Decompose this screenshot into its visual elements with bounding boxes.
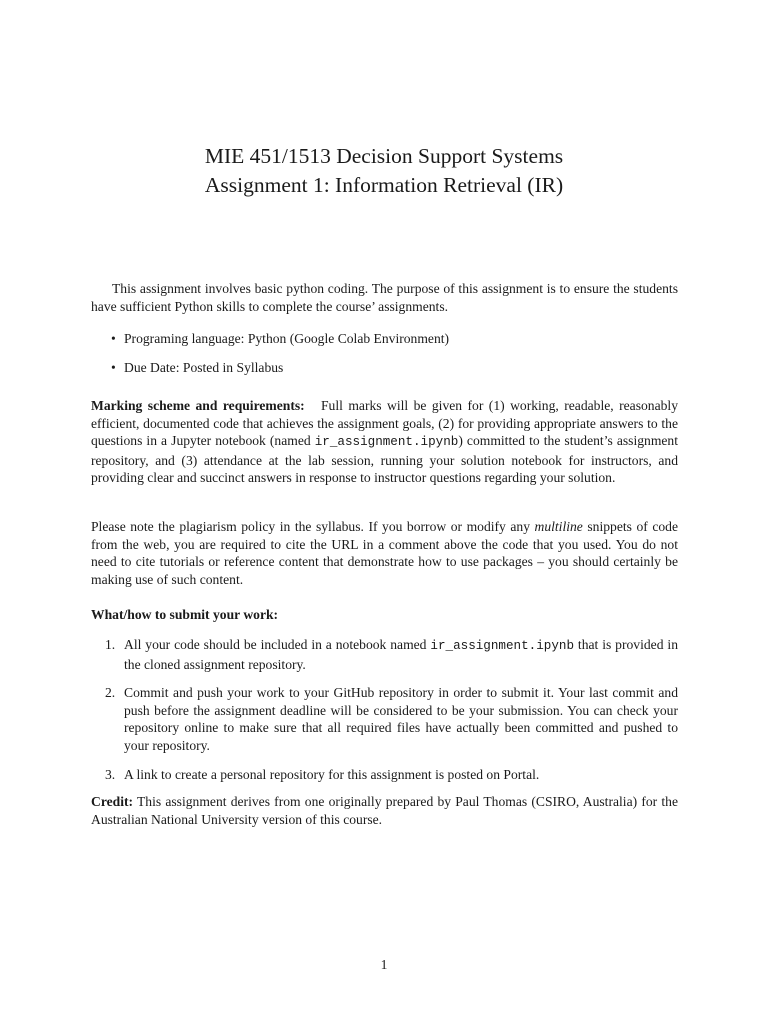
step-1-text-end: that is provided in the cloned assignment repository. [124, 637, 678, 672]
list-item [91, 766, 678, 784]
bullet-icon: • [111, 331, 116, 346]
list-item [91, 330, 678, 348]
plagiarism-paragraph [91, 518, 678, 588]
plagiarism-text-end: snippets of code from the web, you are required to cite the URL in a comment above the code that you used. You do not need to cite tutorials or reference content that demonstrate how to use packages – you should certainly be making use of such content. [91, 519, 678, 587]
step-1-filename: ir_assignment.ipynb [430, 639, 574, 653]
marking-text-start: Full marks will be given for (1) working, readable, reasonably efficient, documented code that achieves the assignment goals, (2) for providing appropriate answers to the questions in a Jupyter notebook (named [91, 398, 678, 449]
marking-text-end: ) committed to the student’s assignment repository, and (3) attendance at the lab session, running your solution notebook for instructors, and providing clear and succinct answers in response to instructor questions regarding your solution. [91, 433, 678, 486]
list-item [91, 684, 678, 754]
submit-steps [91, 636, 678, 794]
list-item [91, 636, 678, 673]
credit-paragraph [91, 793, 678, 828]
bullet-icon: • [111, 359, 116, 375]
assignment-title: Assignment 1: Information Retrieval (IR) [204, 173, 564, 197]
submit-heading: What/how to submit your work: [91, 607, 279, 622]
language-item: Programing language: Python (Google Colab Environment) [124, 331, 450, 346]
step-1-text-start: All your code should be included in a notebook named [124, 637, 431, 652]
plagiarism-text-start: Please note the plagiarism policy in the syllabus. If you borrow or modify any [91, 519, 535, 534]
step-number: 2. [105, 685, 116, 701]
credit-label: Credit: [91, 794, 134, 809]
step-2-text: Commit and push your work to your GitHub repository in order to submit it. Your last commit and push before the assignment deadline will be considered to be your submission. You can check your repository online to make sure that all required files have actually been committed and pushed to your repository. [124, 685, 678, 753]
step-3-text: A link to create a personal repository for this assignment is posted on Portal. [124, 766, 540, 782]
course-title: MIE 451/1513 Decision Support Systems [204, 144, 564, 168]
notebook-filename: ir_assignment.ipynb [314, 435, 459, 450]
due-date-item: Due Date: Posted in Syllabus [124, 359, 284, 375]
marking-heading: Marking scheme and requirements: [91, 398, 305, 413]
intro-paragraph: This assignment involves basic python coding. The purpose of this assignment is to ensure the students have sufficient Python skills to complete the course’ assignments. [91, 281, 678, 314]
plagiarism-emphasis: multiline [534, 519, 583, 534]
step-number: 1. [105, 637, 116, 652]
page-number: 1 [380, 957, 388, 972]
document-title [0, 142, 768, 200]
step-number: 3. [105, 766, 116, 782]
credit-text: This assignment derives from one originally prepared by Paul Thomas (CSIRO, Australia) for the Australian National University version of this course. [91, 794, 678, 827]
list-item [91, 359, 678, 377]
marking-paragraph [91, 397, 678, 487]
info-list [91, 330, 678, 387]
